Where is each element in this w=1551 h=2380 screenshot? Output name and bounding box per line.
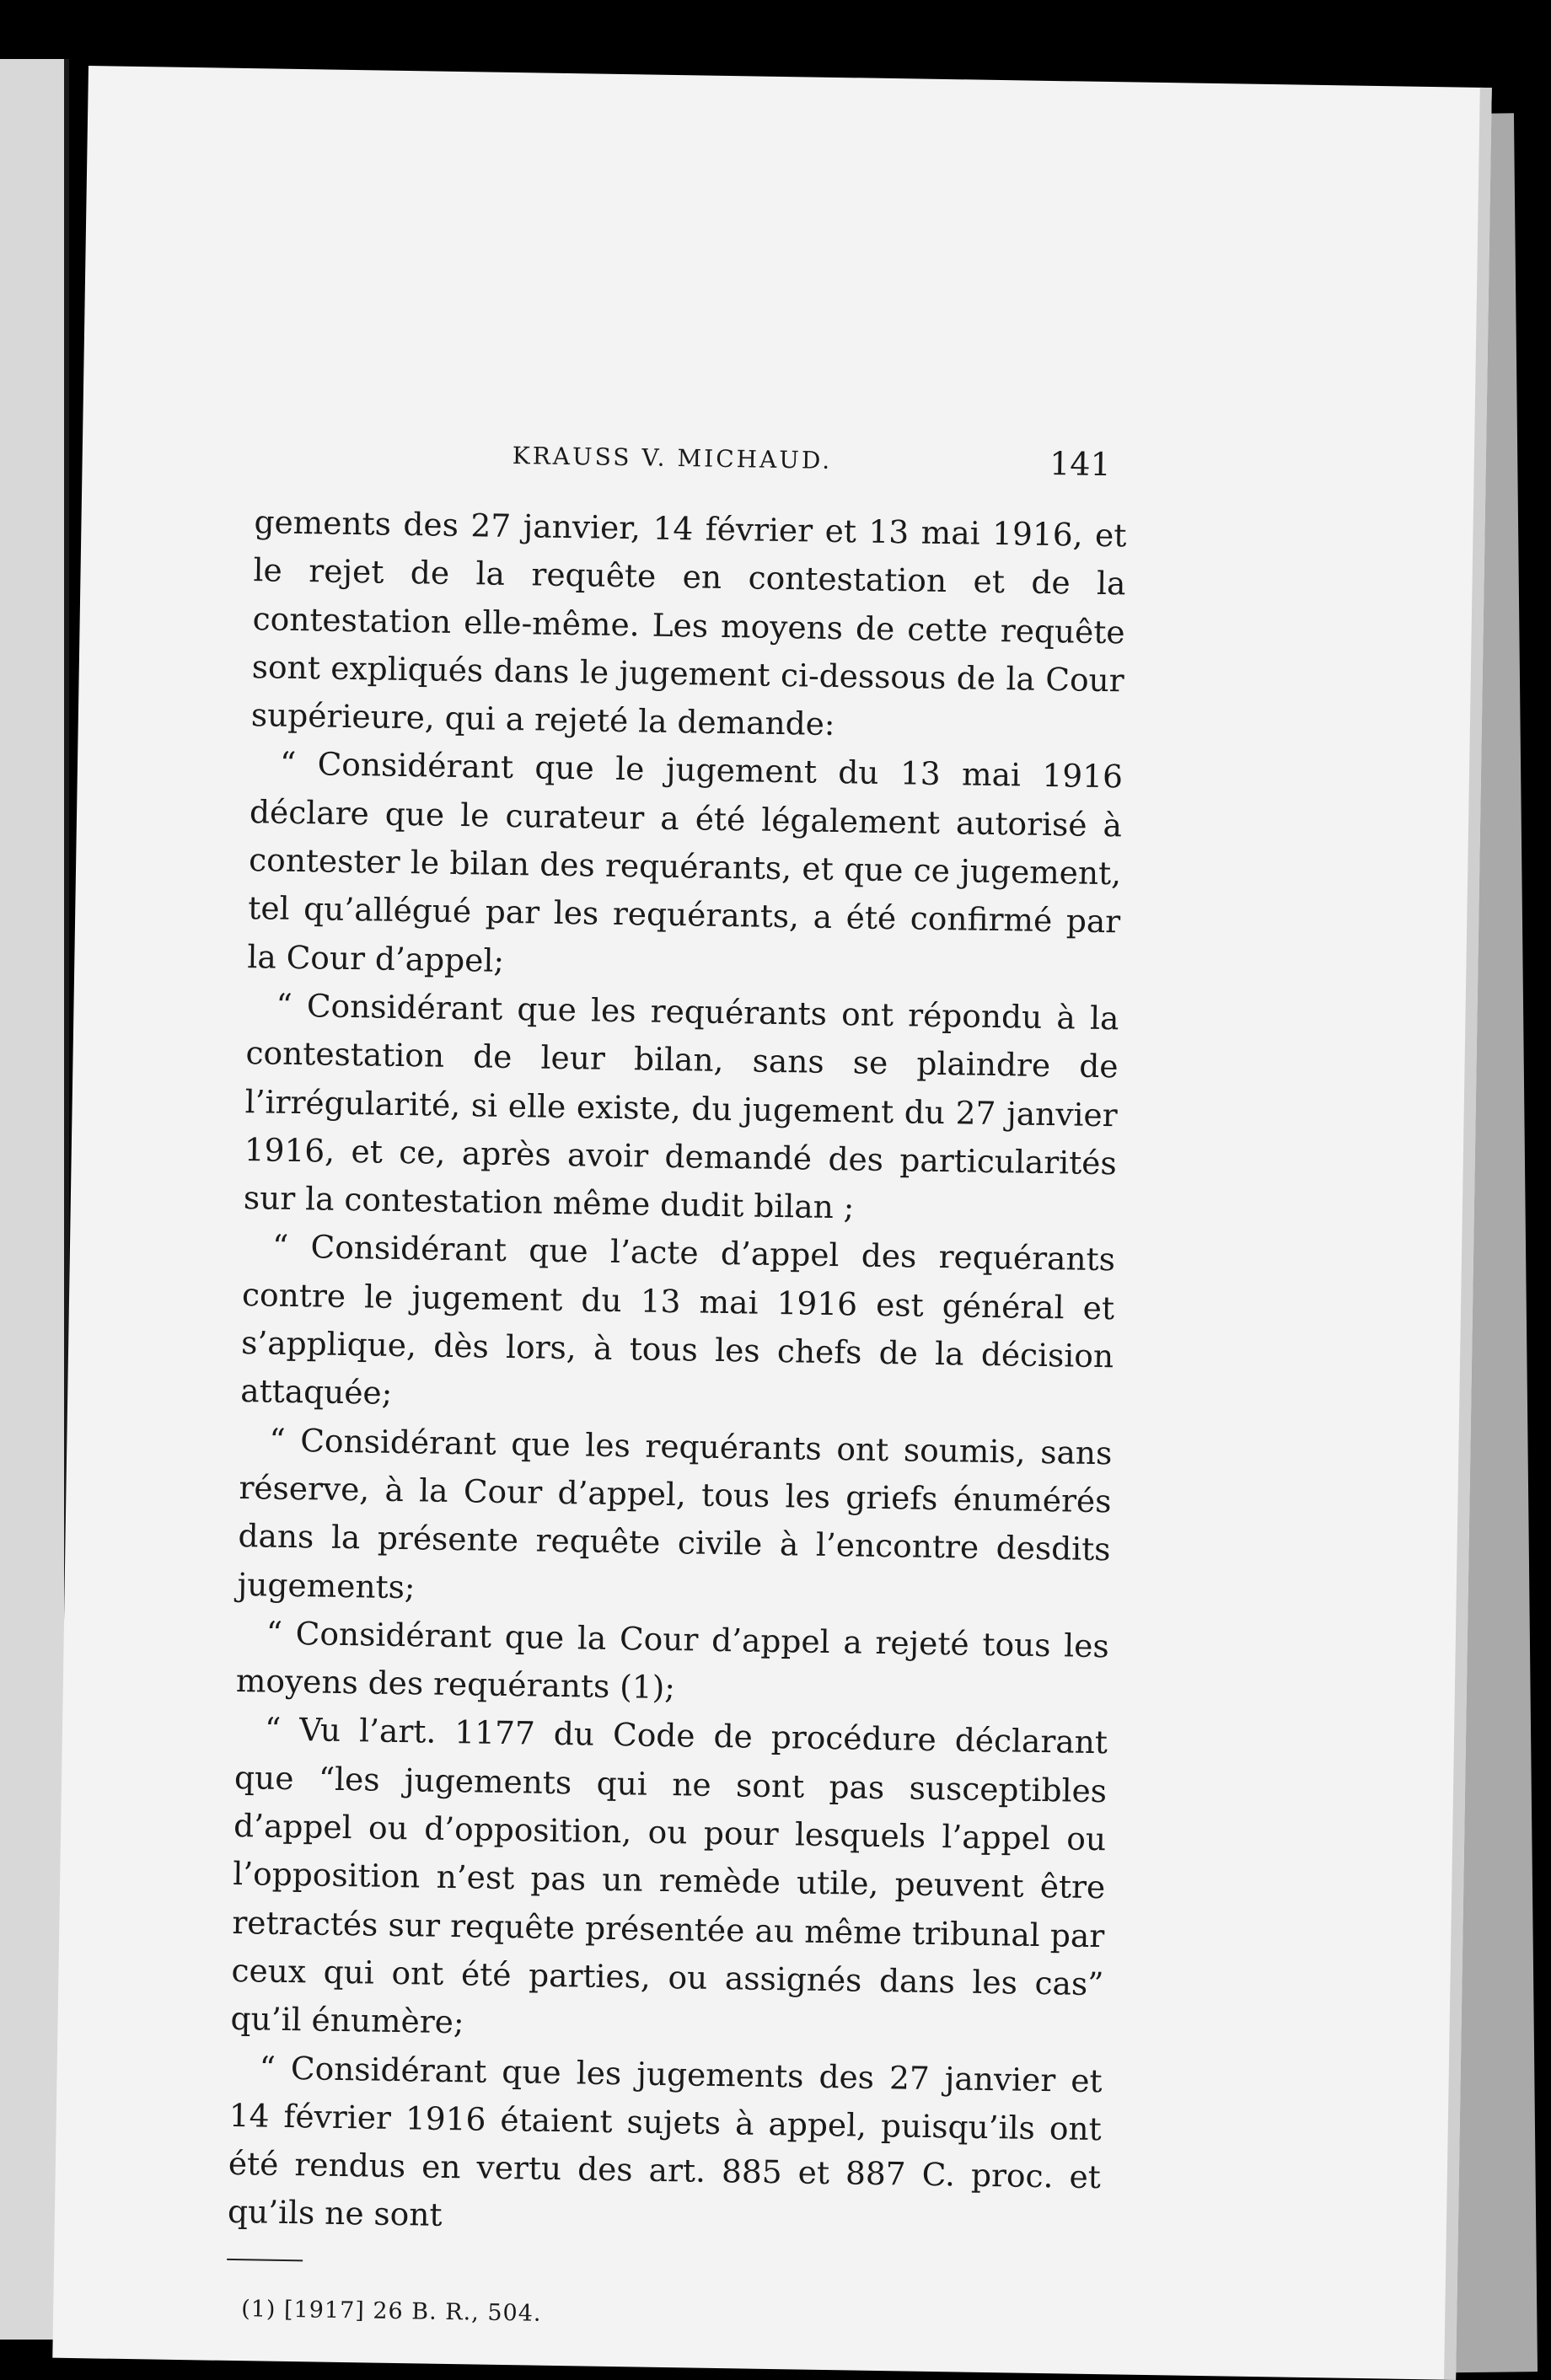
paragraph: “ Considérant que la Cour d’appel a rejeté tous les moyens des requérants (1); bbox=[235, 1614, 1110, 1707]
paragraph: gements des 27 janvier, 14 février et 13 mai 1916, et le rejet de la requête en contestation et de la contestation elle-même. Les moyens de cette requête sont expliqués dans le jugement ci-dessous de la Cour supérieure, qui a rejeté la demande: bbox=[250, 503, 1127, 743]
paragraph: “ Considérant que l’acte d’appel des requérants contre le jugement du 13 mai 1916 est général et s’applique, dès lors, à tous les chefs de la décision attaquée; bbox=[239, 1228, 1116, 1412]
page-number: 141 bbox=[1049, 444, 1112, 484]
footnote-rule bbox=[227, 2259, 303, 2261]
paragraph: “ Considérant que les requérants ont répondu à la contestation de leur bilan, sans se plaindre de l’irrégularité, si elle existe, du jugement du 27 janvier 1916, et ce, après avoir demandé des particularités sur la contestation même dudit bilan ; bbox=[243, 986, 1119, 1226]
footnote: (1) [1917] 26 B. R., 504. bbox=[240, 2295, 542, 2327]
paragraph: “ Considérant que les jugements des 27 janvier et 14 février 1916 étaient sujets à appel, puisqu’ils ont été rendus en vertu des art. 885 et 887 C. proc. et qu’ils ne sont bbox=[227, 2048, 1103, 2234]
body-text bbox=[228, 498, 1127, 2250]
paragraph: “ Considérant que les requérants ont soumis, sans réserve, à la Cour d’appel, tous les griefs énumérés dans la présente requête civile à l’encontre desdits jugements; bbox=[237, 1421, 1113, 1605]
paragraph: “ Vu l’art. 1177 du Code de procédure déclarant que “les jugements qui ne sont pas susceptibles d’appel ou d’opposition, ou pour lesquels l’appel ou l’opposition n’est pas un remède utile, peuvent être retractés sur requête présentée au même tribunal par ceux qui ont été parties, ou assignés dans les cas” qu’il énumère; bbox=[230, 1710, 1108, 2041]
running-head bbox=[255, 431, 1128, 512]
paragraph: “ Considérant que le jugement du 13 mai 1916 déclare que le curateur a été légalement autorisé à contester le bilan des requérants, et que ce jugement, tel qu’allégué par les requérants, a été confirmé par la Cour d’appel; bbox=[247, 745, 1124, 979]
running-title: KRAUSS V. MICHAUD. bbox=[512, 441, 833, 474]
page-content bbox=[226, 431, 1128, 2335]
book-page bbox=[52, 66, 1492, 2380]
